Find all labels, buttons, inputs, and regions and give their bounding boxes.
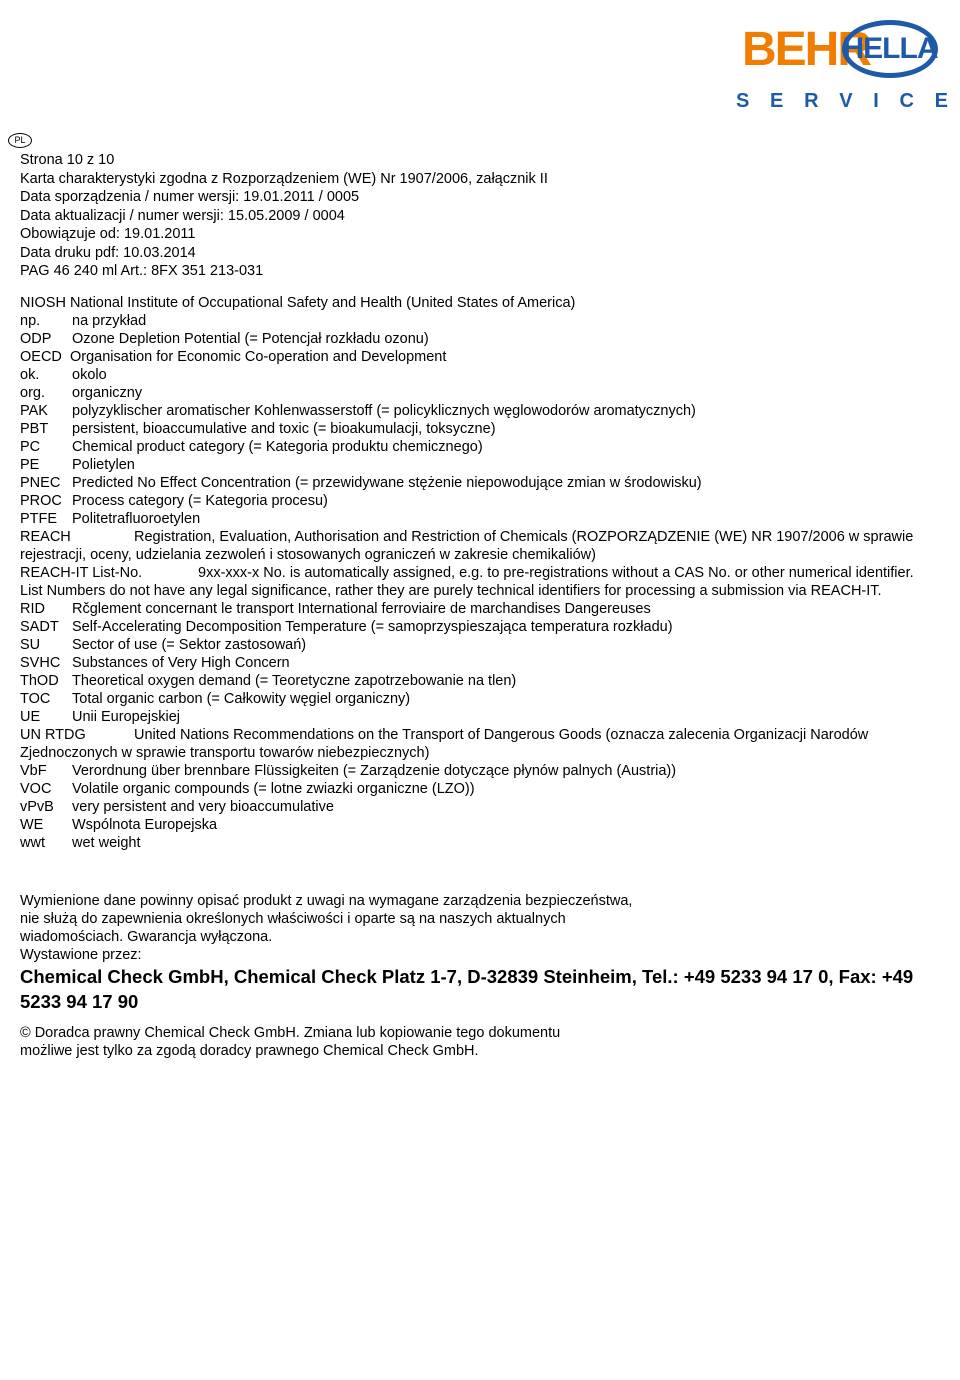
abbreviation-definition: Self-Accelerating Decomposition Temperature (= samoprzyspieszająca temperatura rozkładu): [72, 619, 673, 635]
service-wordmark: [736, 90, 948, 113]
abbreviation-definition: Chemical product category (= Kategoria produktu chemicznego): [72, 439, 483, 455]
abbreviation-term: ODP: [20, 331, 52, 347]
abbreviation-row: [20, 330, 935, 348]
abbreviation-term: SVHC: [20, 655, 61, 671]
creation-date: Data sporządzenia / numer wersji: 19.01.2011 / 0005: [20, 189, 360, 205]
abbreviation-definition: wet weight: [72, 835, 141, 851]
abbreviation-term: PC: [20, 439, 41, 455]
abbreviation-row: [20, 348, 935, 366]
abbreviation-term: REACH-IT List-No.: [20, 565, 143, 581]
copyright-line: © Doradca prawny Chemical Check GmbH. Zmiana lub kopiowanie tego dokumentu: [20, 1025, 561, 1041]
abbreviation-row: [20, 474, 935, 492]
behr-hella-logo: [730, 18, 950, 118]
disclaimer-line: wiadomościach. Gwarancja wyłączona.: [20, 929, 273, 945]
abbreviation-term: wwt: [20, 835, 45, 851]
abbreviation-definition: Total organic carbon (= Całkowity węgiel organiczny): [72, 691, 411, 707]
abbreviation-definition: okolo: [72, 367, 107, 383]
abbreviation-definition: organiczny: [72, 385, 143, 401]
abbreviation-definition: Volatile organic compounds (= lotne zwiazki organiczne (LZO)): [72, 781, 475, 797]
abbreviation-term: REACH: [20, 529, 71, 545]
abbreviation-term: ok.: [20, 367, 40, 383]
abbreviation-term: PNEC: [20, 475, 61, 491]
abbreviation-row: [20, 636, 935, 654]
abbreviation-row: [20, 672, 935, 690]
abbreviation-row: [20, 510, 935, 528]
hella-emblem: [842, 20, 938, 78]
abbreviation-definition: Wspólnota Europejska: [72, 817, 218, 833]
abbreviation-definition: Ozone Depletion Potential (= Potencjał rozkładu ozonu): [72, 331, 429, 347]
abbreviation-row: [20, 726, 935, 762]
abbreviation-term: VOC: [20, 781, 52, 797]
abbreviation-row: [20, 312, 935, 330]
abbreviation-definition: United Nations Recommendations on the Transport of Dangerous Goods (oznacza zalecenia Organizacji Narodów Zjednoczonych w sprawie transportu towarów niebezpiecznych): [20, 727, 869, 761]
abbreviation-term: PBT: [20, 421, 49, 437]
abbreviation-term: NIOSH: [20, 295, 66, 311]
abbreviation-definition: Predicted No Effect Concentration (= przewidywane stężenie niepowodujące zmian w środowisku): [72, 475, 702, 491]
abbreviation-row: [20, 492, 935, 510]
abbreviation-row: [20, 618, 935, 636]
abbreviation-term: PROC: [20, 493, 62, 509]
print-date: Data druku pdf: 10.03.2014: [20, 244, 196, 261]
abbreviation-row: [20, 402, 935, 420]
service-letter: R: [804, 90, 819, 112]
abbreviation-definition: Unii Europejskiej: [72, 709, 180, 725]
service-letter: I: [873, 90, 879, 112]
abbreviation-term: PTFE: [20, 511, 58, 527]
abbreviation-term: UN RTDG: [20, 727, 86, 743]
abbreviation-definition: polyzyklischer aromatischer Kohlenwasserstoff (= policyklicznych węglowodorów aromatycznych): [72, 403, 696, 419]
abbreviation-row: [20, 798, 935, 816]
closing-section: [20, 892, 935, 1060]
abbreviation-term: org.: [20, 385, 45, 401]
abbreviation-row: [20, 654, 935, 672]
abbreviation-row: [20, 834, 935, 852]
abbreviation-definition: Rčglement concernant le transport International ferroviaire de marchandises Dangereuses: [72, 601, 651, 617]
abbreviation-term: UE: [20, 709, 41, 725]
copyright-line: możliwe jest tylko za zgodą doradcy prawnego Chemical Check GmbH.: [20, 1043, 479, 1059]
abbreviation-term: ThOD: [20, 673, 59, 689]
abbreviation-definition: Polietylen: [72, 457, 135, 473]
abbreviations-list: [20, 294, 935, 852]
abbreviation-row: [20, 600, 935, 618]
abbreviation-definition: persistent, bioaccumulative and toxic (= bioakumulacji, toksyczne): [72, 421, 496, 437]
abbreviation-definition: Substances of Very High Concern: [72, 655, 290, 671]
document-title: Karta charakterystyki zgodna z Rozporządzeniem (WE) Nr 1907/2006, załącznik II: [20, 170, 548, 187]
abbreviation-row: [20, 384, 935, 402]
abbreviation-definition: Politetrafluoroetylen: [72, 511, 201, 527]
abbreviation-definition: Sector of use (= Sektor zastosowań): [72, 637, 307, 653]
abbreviation-row: [20, 564, 935, 600]
update-date: Data aktualizacji / numer wersji: 15.05.2009 / 0004: [20, 207, 345, 224]
abbreviation-definition: na przykład: [72, 313, 147, 329]
abbreviation-row: [20, 816, 935, 834]
abbreviation-row: [20, 294, 935, 312]
abbreviation-term: SU: [20, 637, 41, 653]
abbreviation-row: [20, 708, 935, 726]
language-badge: PL: [8, 133, 32, 148]
abbreviation-row: [20, 420, 935, 438]
abbreviation-term: TOC: [20, 691, 51, 707]
behr-wordmark: BEHR: [742, 23, 871, 76]
abbreviation-definition: National Institute of Occupational Safety and Health (United States of America): [70, 295, 576, 311]
abbreviation-term: np.: [20, 313, 41, 329]
service-letter: C: [899, 90, 914, 112]
abbreviation-row: [20, 366, 935, 384]
abbreviation-row: [20, 528, 935, 564]
abbreviation-term: WE: [20, 817, 44, 833]
company-contact: Chemical Check GmbH, Chemical Check Platz 1-7, D-32839 Steinheim, Tel.: +49 5233 94 17 0, Fax: +49 5233 94 17 90: [20, 966, 914, 1012]
abbreviation-definition: Registration, Evaluation, Authorisation and Restriction of Chemicals (ROZPORZĄDZENIE (WE) NR 1907/2006 w sprawie rejestracji, oceny, udzielania zezwoleń i stosowanych ograniczeń w zakresie chemikaliów): [20, 529, 914, 563]
disclaimer-line: Wymienione dane powinny opisać produkt z uwagi na wymagane zarządzenia bezpieczeństwa,: [20, 893, 633, 909]
abbreviation-definition: very persistent and very bioaccumulative: [72, 799, 334, 815]
abbreviation-definition: Verordnung über brennbare Flüssigkeiten (= Zarządzenie dotyczące płynów palnych (Austria)): [72, 763, 677, 779]
effective-date: Obowiązuje od: 19.01.2011: [20, 226, 196, 242]
service-letter: E: [770, 90, 784, 112]
abbreviation-definition: Process category (= Kategoria procesu): [72, 493, 328, 509]
abbreviation-term: vPvB: [20, 799, 54, 815]
abbreviation-row: [20, 690, 935, 708]
abbreviation-definition: Theoretical oxygen demand (= Teoretyczne zapotrzebowanie na tlen): [72, 673, 517, 689]
hella-wordmark: HELLA: [842, 32, 938, 65]
abbreviation-term: SADT: [20, 619, 59, 635]
product-code: PAG 46 240 ml Art.: 8FX 351 213-031: [20, 263, 264, 279]
page-number: Strona 10 z 10: [20, 152, 115, 168]
abbreviation-row: [20, 780, 935, 798]
document-header: [20, 151, 548, 281]
abbreviation-term: PE: [20, 457, 40, 473]
abbreviation-definition: 9xx-xxx-x No. is automatically assigned, e.g. to pre-registrations without a CAS No. or other numerical identifier. List Numbers do not have any legal significance, rather they are purely technical identifiers for processing a submission via REACH-IT.: [20, 565, 914, 599]
abbreviation-row: [20, 762, 935, 780]
abbreviation-row: [20, 456, 935, 474]
service-letter: E: [934, 90, 948, 112]
abbreviation-term: OECD: [20, 349, 62, 365]
disclaimer-line: nie służą do zapewnienia określonych właściwości i oparte są na naszych aktualnych: [20, 911, 566, 927]
abbreviation-term: RID: [20, 601, 45, 617]
service-letter: V: [839, 90, 853, 112]
issued-by-label: Wystawione przez:: [20, 947, 142, 963]
service-letter: S: [736, 90, 750, 112]
abbreviation-term: PAK: [20, 403, 48, 419]
abbreviation-term: VbF: [20, 763, 47, 779]
abbreviation-row: [20, 438, 935, 456]
abbreviation-definition: Organisation for Economic Co-operation and Development: [70, 349, 447, 365]
